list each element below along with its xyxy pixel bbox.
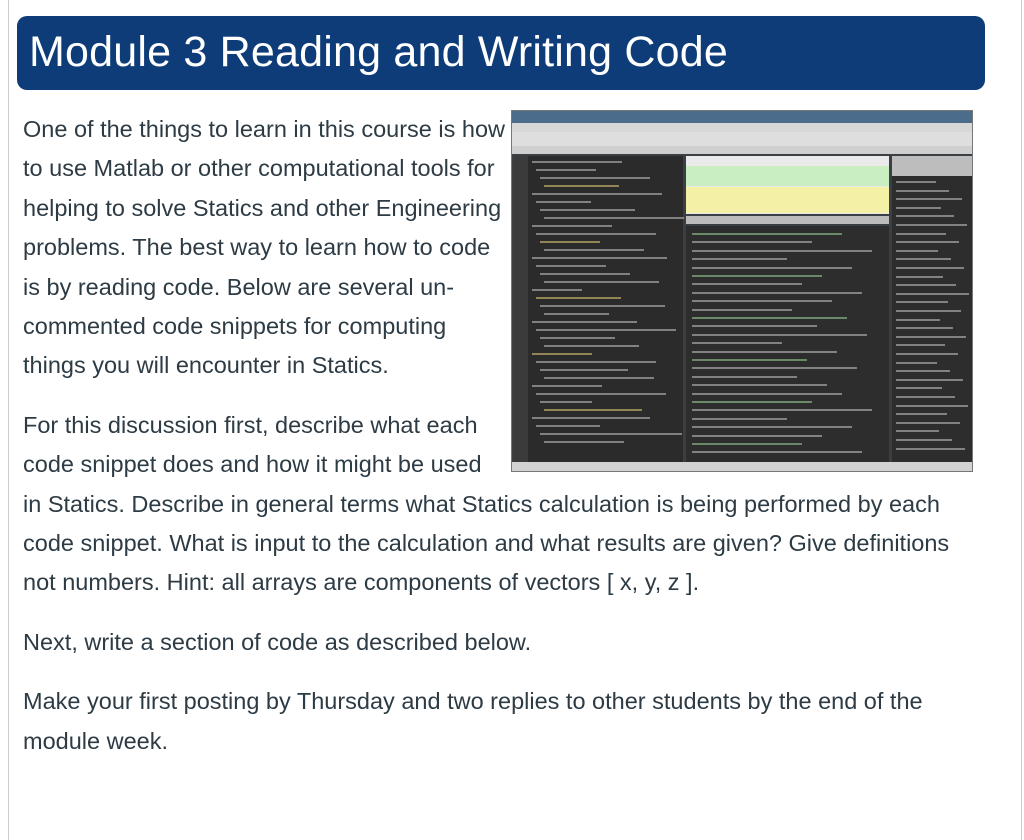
code-line-texture [896, 190, 949, 192]
code-line-texture [540, 337, 615, 339]
matlab-workspace-highlight [686, 166, 889, 186]
code-line-texture [532, 353, 592, 355]
code-line-texture [692, 393, 842, 395]
code-line-texture [540, 273, 630, 275]
code-line-texture [532, 289, 582, 291]
code-line-texture [896, 396, 955, 398]
code-line-texture [536, 265, 606, 267]
code-line-texture [532, 321, 637, 323]
code-line-texture [536, 201, 591, 203]
code-line-texture [896, 215, 954, 217]
code-line-texture [540, 369, 628, 371]
next-paragraph: Next, write a section of code as described below. [23, 628, 532, 655]
code-line-texture [532, 161, 622, 163]
matlab-window-screenshot [511, 110, 973, 472]
code-line-texture [692, 401, 812, 403]
code-line-texture [692, 435, 822, 437]
code-line-texture [896, 344, 945, 346]
code-line-texture [896, 250, 938, 252]
code-line-texture [692, 325, 817, 327]
code-line-texture [896, 319, 940, 321]
code-line-texture [540, 433, 682, 435]
code-line-texture [544, 441, 624, 443]
code-line-texture [692, 241, 812, 243]
code-line-texture [540, 209, 635, 211]
code-line-texture [692, 300, 832, 302]
code-line-texture [544, 281, 659, 283]
code-line-texture [896, 353, 958, 355]
code-line-texture [532, 225, 612, 227]
code-line-texture [544, 185, 619, 187]
code-line-texture [544, 409, 642, 411]
code-line-texture [544, 217, 684, 219]
code-line-texture [896, 405, 968, 407]
matlab-toolbar [512, 132, 972, 147]
code-line-texture [692, 409, 872, 411]
code-line-texture [896, 198, 962, 200]
code-line-texture [536, 425, 600, 427]
code-line-texture [692, 342, 782, 344]
code-line-texture [896, 310, 961, 312]
code-line-texture [896, 224, 967, 226]
code-line-texture [896, 207, 941, 209]
code-line-texture [536, 329, 676, 331]
code-line-texture [692, 275, 822, 277]
code-line-texture [896, 181, 936, 183]
intro-paragraph: One of the things to learn in this course is how to use Matlab or other computational tools for helping to solve Statics and other Engineering problems. The best way to learn how to code is by reading code. Below are several un-commented code snippets for computing things you will encounter in Statics. [23, 116, 506, 379]
code-line-texture [896, 448, 965, 450]
code-line-texture [692, 359, 807, 361]
matlab-status-bar [512, 462, 972, 471]
code-line-texture [540, 305, 665, 307]
code-line-texture [532, 257, 667, 259]
code-line-texture [692, 367, 857, 369]
code-line-texture [896, 336, 966, 338]
code-line-texture [896, 362, 937, 364]
code-line-texture [536, 393, 666, 395]
code-line-texture [896, 284, 956, 286]
code-line-texture [536, 297, 621, 299]
code-line-texture [896, 439, 952, 441]
code-line-texture [532, 193, 662, 195]
code-line-texture [692, 334, 867, 336]
deadline-paragraph: Make your first posting by Thursday and two replies to other students by the end of the module week. [23, 688, 923, 754]
matlab-line-gutter [514, 156, 528, 462]
code-line-texture [540, 177, 650, 179]
code-line-texture [896, 293, 969, 295]
code-line-texture [896, 327, 953, 329]
code-line-texture [896, 233, 946, 235]
code-line-texture [896, 422, 960, 424]
code-line-texture [692, 233, 842, 235]
code-line-texture [540, 401, 592, 403]
code-line-texture [692, 418, 787, 420]
code-line-texture [544, 313, 609, 315]
code-line-texture [692, 292, 862, 294]
code-line-texture [896, 276, 943, 278]
code-line-texture [896, 370, 950, 372]
module-banner [17, 16, 985, 90]
matlab-menu-bar [512, 123, 972, 132]
code-line-texture [692, 283, 802, 285]
code-line-texture [896, 413, 947, 415]
code-line-texture [692, 250, 872, 252]
code-line-texture [692, 317, 847, 319]
code-line-texture [544, 345, 639, 347]
matlab-path-bar [512, 146, 972, 154]
code-line-texture [532, 385, 602, 387]
code-line-texture [896, 301, 948, 303]
code-line-texture [540, 241, 600, 243]
code-line-texture [536, 361, 656, 363]
code-line-texture [544, 377, 654, 379]
instructions-paragraph: For this discussion first, describe what each code snippet does and how it might be used in Statics. Describe in general terms what Statics calculation is being performed by each code snippet. What is input to the calculation and what results are given? Give definitions not numbers. Hint: all arrays are components of vectors [ x, y, z ]. [23, 411, 950, 596]
code-line-texture [692, 376, 797, 378]
code-line-texture [536, 169, 596, 171]
code-line-texture [532, 417, 650, 419]
code-line-texture [896, 267, 964, 269]
discussion-body [23, 110, 973, 781]
code-line-texture [896, 258, 951, 260]
code-line-texture [896, 387, 942, 389]
code-line-texture [692, 426, 852, 428]
code-line-texture [692, 384, 827, 386]
code-line-texture [896, 379, 963, 381]
code-line-texture [692, 267, 852, 269]
code-line-texture [692, 443, 802, 445]
matlab-history-header [892, 156, 972, 176]
code-line-texture [692, 309, 792, 311]
page-title: Module 3 Reading and Writing Code [29, 28, 729, 76]
code-line-texture [692, 351, 837, 353]
matlab-variable-editor-bar [686, 216, 889, 224]
code-line-texture [896, 241, 959, 243]
matlab-title-bar [512, 111, 972, 123]
code-line-texture [536, 233, 656, 235]
code-line-texture [692, 258, 787, 260]
code-line-texture [896, 430, 939, 432]
code-line-texture [544, 249, 644, 251]
code-line-texture [692, 451, 862, 453]
matlab-workspace-highlight-yellow [686, 187, 889, 213]
